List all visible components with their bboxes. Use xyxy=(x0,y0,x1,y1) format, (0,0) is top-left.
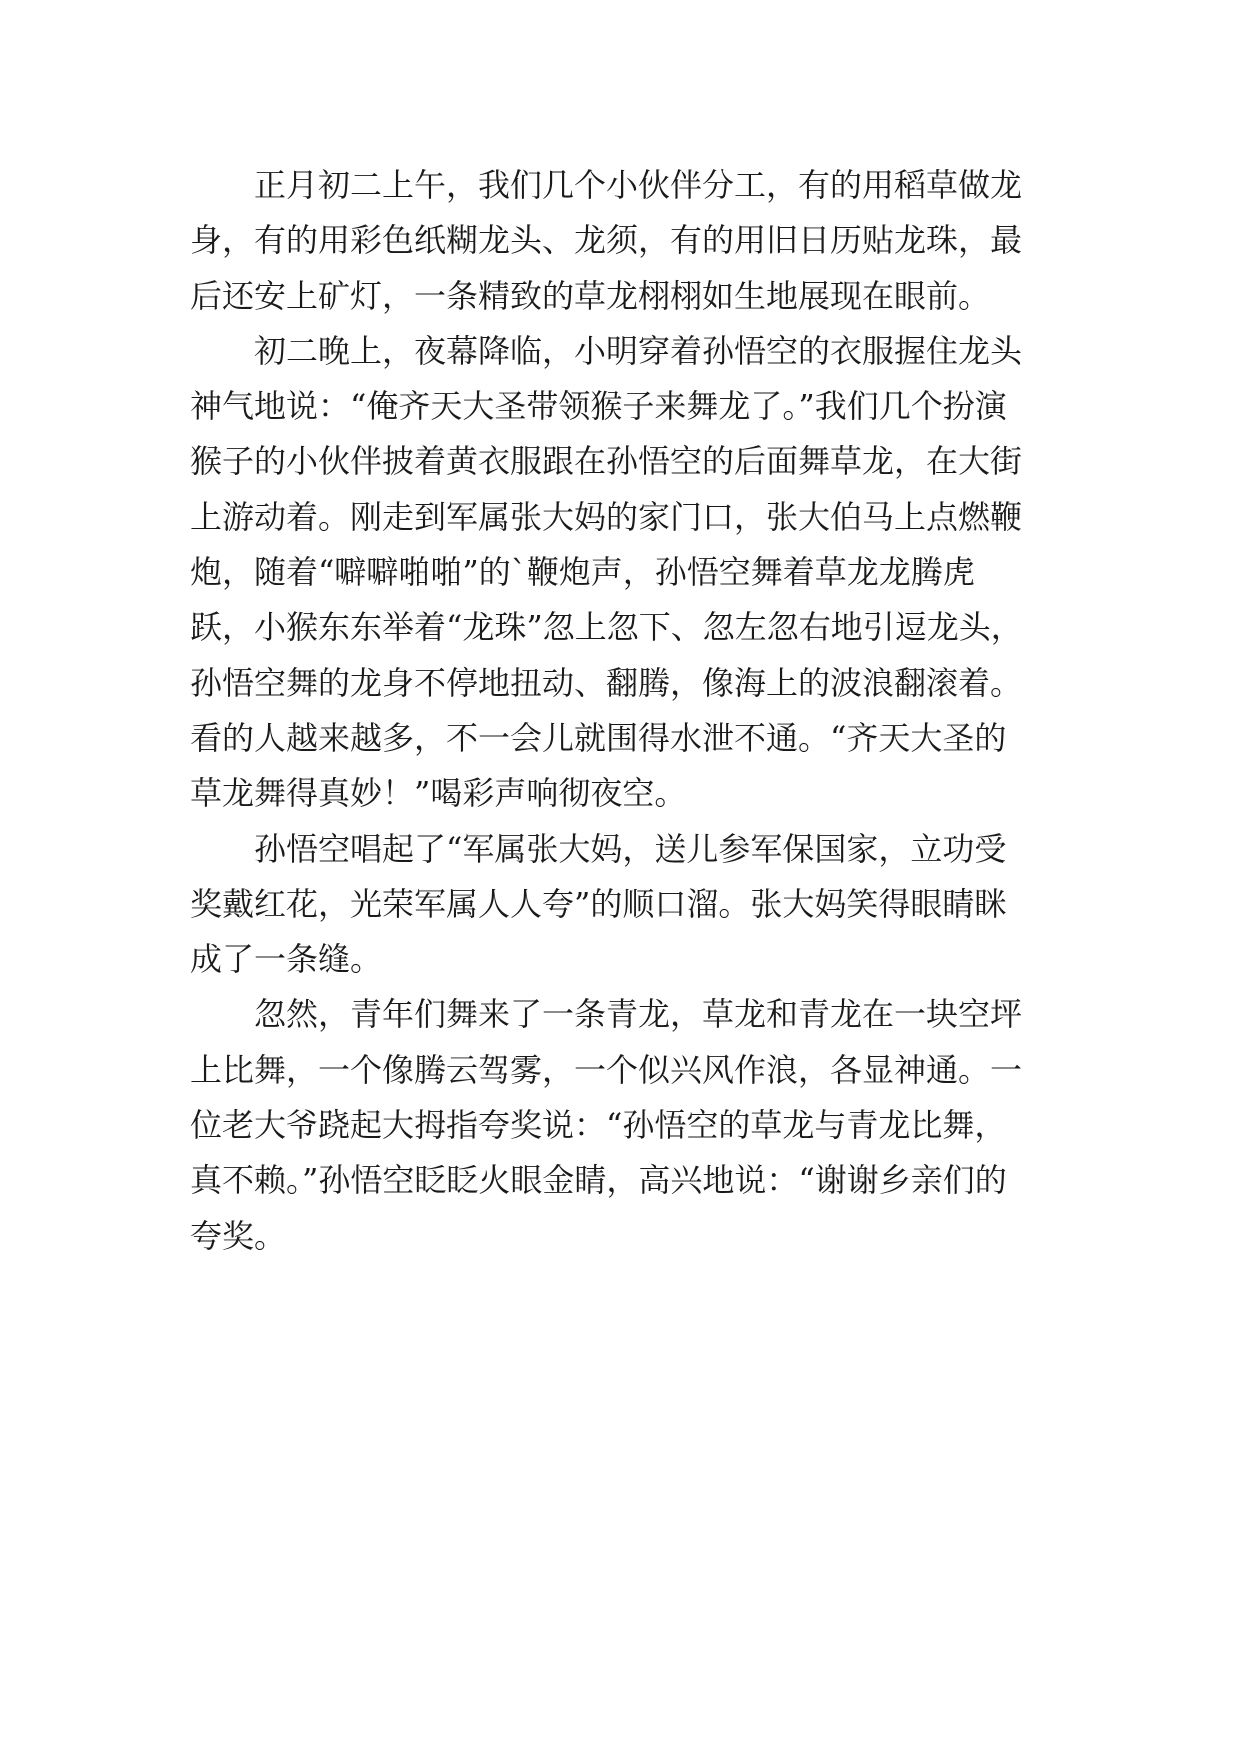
text-line: 上游动着。刚走到军属张大妈的家门口，张大伯马上点燃鞭 xyxy=(190,497,1023,536)
text-line: 位老大爷跷起大拇指夸奖说：“孙悟空的草龙与青龙比舞， xyxy=(190,1106,1007,1145)
text-line: 真不赖。”孙悟空眨眨火眼金睛，高兴地说：“谢谢乡亲们的 xyxy=(190,1161,1007,1200)
paragraph-4 xyxy=(190,987,1070,1263)
text-line: 夸奖。 xyxy=(190,1216,287,1255)
text-line: 孙悟空舞的龙身不停地扭动、翻腾，像海上的波浪翻滚着。 xyxy=(190,663,1023,702)
paragraph-1 xyxy=(190,158,1070,324)
text-line: 后还安上矿灯，一条精致的草龙栩栩如生地展现在眼前。 xyxy=(190,276,991,315)
text-line: 上比舞，一个像腾云驾雾，一个似兴风作浪，各显神通。一 xyxy=(190,1050,1023,1089)
text-line: 身，有的用彩色纸糊龙头、龙须，有的用旧日历贴龙珠，最 xyxy=(190,221,1023,260)
text-line: 看的人越来越多，不一会儿就围得水泄不通。“齐天大圣的 xyxy=(190,718,1007,757)
text-line: 成了一条缝。 xyxy=(190,940,383,979)
text-line: 忽然，青年们舞来了一条青龙，草龙和青龙在一块空坪 xyxy=(254,995,1023,1034)
paragraph-3 xyxy=(190,822,1070,988)
paragraph-2 xyxy=(190,324,1070,822)
document-body xyxy=(190,158,1070,1264)
text-line: 正月初二上午，我们几个小伙伴分工，有的用稻草做龙 xyxy=(254,166,1023,204)
text-line: 奖戴红花，光荣军属人人夸”的顺口溜。张大妈笑得眼睛眯 xyxy=(190,884,1007,923)
text-line: 孙悟空唱起了“军属张大妈，送儿参军保国家，立功受 xyxy=(254,829,1007,868)
text-line: 初二晚上，夜幕降临，小明穿着孙悟空的衣服握住龙头 xyxy=(254,331,1023,370)
text-line: 猴子的小伙伴披着黄衣服跟在孙悟空的后面舞草龙，在大街 xyxy=(190,442,1023,481)
text-line: 神气地说：“俺齐天大圣带领猴子来舞龙了。”我们几个扮演 xyxy=(190,387,1007,426)
text-line: 炮，随着“噼噼啪啪”的`鞭炮声，孙悟空舞着草龙龙腾虎 xyxy=(190,553,975,592)
text-line: 草龙舞得真妙！”喝彩声响彻夜空。 xyxy=(190,774,687,813)
text-line: 跃，小猴东东举着“龙珠”忽上忽下、忽左忽右地引逗龙头， xyxy=(190,608,1023,647)
